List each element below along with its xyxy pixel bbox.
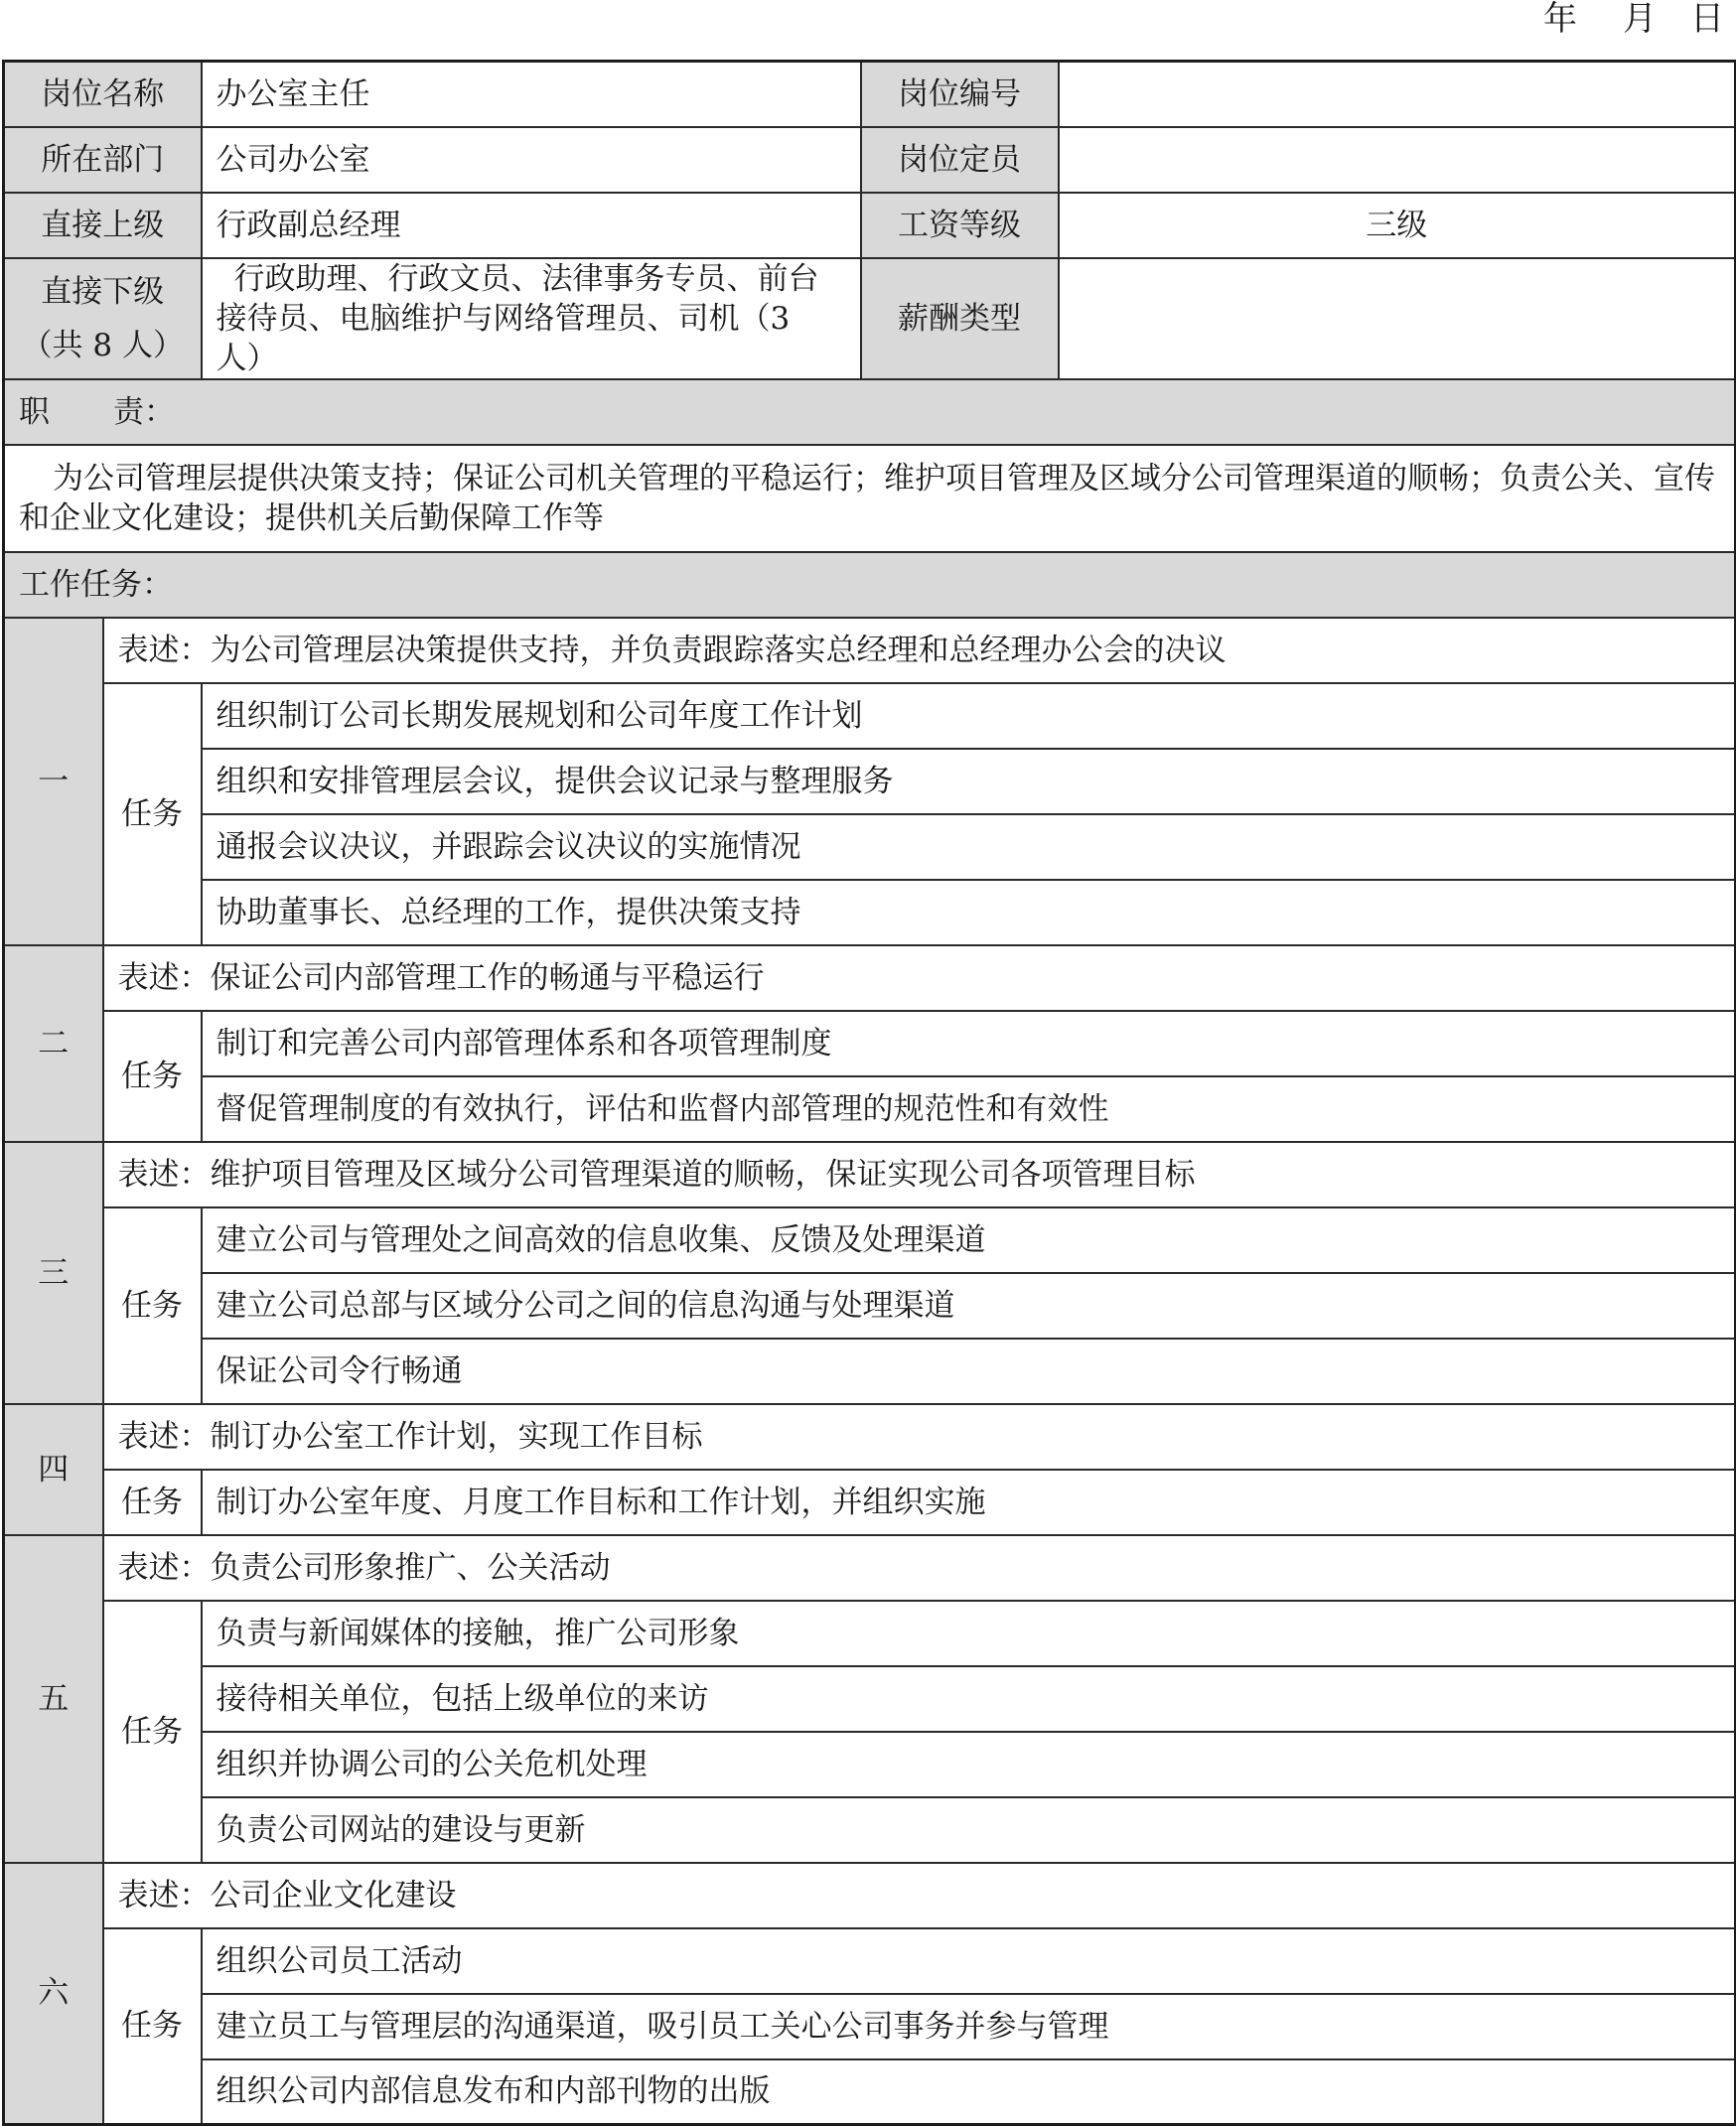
pay-type-label: 薪酬类型 [861,258,1059,379]
task-item-row [4,1470,1736,1535]
task-item-row [4,1273,1736,1339]
task-item: 保证公司令行畅通 [202,1339,1736,1404]
section-number: 二 [4,945,103,1142]
duties-heading [4,379,1736,445]
task-item-row [4,1732,1736,1797]
section-statement: 表述：制订办公室工作计划，实现工作目标 [103,1404,1736,1470]
task-item-row [4,1011,1736,1076]
task-item: 通报会议决议，并跟踪会议决议的实施情况 [202,814,1736,880]
date-year-label: 年 [1543,0,1577,39]
duties-text: 为公司管理层提供决策支持；保证公司机关管理的平稳运行；维护项目管理及区域分公司管理渠道的顺畅；负责公关、宣传和企业文化建设；提供机关后勤保障工作等 [4,445,1736,552]
task-label: 任务 [103,683,202,945]
section-statement: 表述：维护项目管理及区域分公司管理渠道的顺畅，保证实现公司各项管理目标 [103,1142,1736,1207]
task-item-row [4,880,1736,945]
task-item: 建立员工与管理层的沟通渠道，吸引员工关心公司事务并参与管理 [202,1994,1736,2059]
tasks-header-row [4,552,1736,618]
task-item: 组织公司员工活动 [202,1928,1736,1994]
superior-value: 行政副总经理 [202,193,861,258]
task-item: 组织并协调公司的公关危机处理 [202,1732,1736,1797]
duties-text-row [4,445,1736,552]
task-item: 接待相关单位，包括上级单位的来访 [202,1666,1736,1732]
section-statement-row [4,1863,1736,1928]
position-code-label: 岗位编号 [861,62,1059,127]
task-item: 建立公司与管理处之间高效的信息收集、反馈及处理渠道 [202,1207,1736,1273]
task-item: 负责公司网站的建设与更新 [202,1797,1736,1863]
subordinates-label-line2: （共 8 人） [21,327,184,363]
task-label: 任务 [103,1207,202,1404]
section-statement-row [4,945,1736,1011]
task-item: 制订办公室年度、月度工作目标和工作计划，并组织实施 [202,1470,1736,1535]
section-statement-row [4,618,1736,683]
section-number: 一 [4,618,103,945]
task-label: 任务 [103,1011,202,1142]
salary-grade-value: 三级 [1059,193,1736,258]
section-statement-row [4,1535,1736,1601]
task-item: 协助董事长、总经理的工作，提供决策支持 [202,880,1736,945]
section-statement: 表述：保证公司内部管理工作的畅通与平稳运行 [103,945,1736,1011]
section-statement: 表述：公司企业文化建设 [103,1863,1736,1928]
info-row-subordinates [4,258,1736,379]
task-item: 制订和完善公司内部管理体系和各项管理制度 [202,1011,1736,1076]
info-row-department [4,127,1736,193]
section-number: 五 [4,1535,103,1863]
section-number: 四 [4,1404,103,1535]
task-item-row [4,1994,1736,2059]
pay-type-value [1059,258,1736,379]
tasks-heading: 工作任务： [4,552,1736,618]
task-item-row [4,1928,1736,1994]
info-row-position-name [4,62,1736,127]
task-item-row [4,1076,1736,1142]
headcount-label: 岗位定员 [861,127,1059,193]
date-day-label: 日 [1690,0,1724,39]
date-line [1398,0,1736,50]
section-number: 三 [4,1142,103,1404]
task-item: 组织制订公司长期发展规划和公司年度工作计划 [202,683,1736,749]
task-item: 负责与新闻媒体的接触，推广公司形象 [202,1601,1736,1666]
duties-header-row [4,379,1736,445]
department-value: 公司办公室 [202,127,861,193]
date-month-label: 月 [1623,0,1657,39]
subordinates-label-line1: 直接下级 [41,273,165,310]
duties-heading-b: 责： [113,393,175,430]
section-statement-row [4,1142,1736,1207]
salary-grade-label: 工资等级 [861,193,1059,258]
task-item-row [4,1339,1736,1404]
section-number: 六 [4,1863,103,2125]
task-label: 任务 [103,1470,202,1535]
headcount-value [1059,127,1736,193]
task-item: 组织公司内部信息发布和内部刊物的出版 [202,2059,1736,2125]
info-row-superior [4,193,1736,258]
task-item-row [4,814,1736,880]
superior-label: 直接上级 [4,193,202,258]
task-item-row [4,683,1736,749]
task-item-row [4,749,1736,814]
task-item: 督促管理制度的有效执行，评估和监督内部管理的规范性和有效性 [202,1076,1736,1142]
position-code-value [1059,62,1736,127]
task-item-row [4,2059,1736,2125]
task-label: 任务 [103,1601,202,1863]
task-item-row [4,1666,1736,1732]
section-statement: 表述：为公司管理层决策提供支持，并负责跟踪落实总经理和总经理办公会的决议 [103,618,1736,683]
task-item-row [4,1797,1736,1863]
task-item-row [4,1601,1736,1666]
subordinates-value: 行政助理、行政文员、法律事务专员、前台接待员、电脑维护与网络管理员、司机（3 人） [202,258,861,379]
section-statement-row [4,1404,1736,1470]
section-statement: 表述：负责公司形象推广、公关活动 [103,1535,1736,1601]
task-item: 组织和安排管理层会议，提供会议记录与整理服务 [202,749,1736,814]
duties-heading-a: 职 [19,393,50,430]
task-item-row [4,1207,1736,1273]
task-item: 建立公司总部与区域分公司之间的信息沟通与处理渠道 [202,1273,1736,1339]
task-label: 任务 [103,1928,202,2125]
job-description-table [2,60,1736,2126]
position-name-label: 岗位名称 [4,62,202,127]
department-label: 所在部门 [4,127,202,193]
position-name-value: 办公室主任 [202,62,861,127]
task-sections [4,618,1736,2125]
subordinates-label [4,258,202,379]
